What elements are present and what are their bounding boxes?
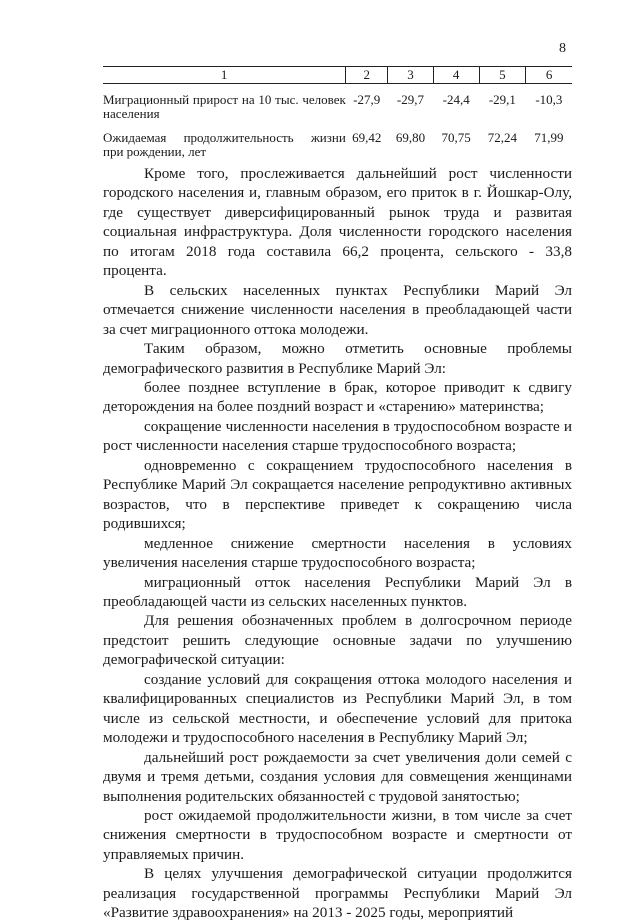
paragraph: В сельских населенных пунктах Республики Марий Эл отмечается снижение численности населения в преобладающей части за счет миграционного оттока молодежи. [103,281,572,338]
table-cell: -10,3 [535,92,563,107]
table-header-cell: 1 [103,67,346,84]
demographic-table [103,66,572,159]
list-item: создание условий для сокращения оттока молодого населения и квалифицированных специалистов из Республики Марий Эл, в том числе из сельской местности, и обеспечение условий для притока молодежи и трудоспособного населения в Республику Марий Эл; [103,670,572,747]
paragraph: Таким образом, можно отметить основные проблемы демографического развития в Республике Марий Эл: [103,340,572,377]
table-cell: 69,80 [395,130,426,145]
table-header-cell: 6 [526,67,572,84]
table-cell: -29,1 [488,92,516,107]
table-cell: 70,75 [441,130,471,145]
row-label [103,121,346,159]
list-item: миграционный отток населения Республики Марий Эл в преобладающей части из сельских населенных пунктов. [103,573,572,610]
paragraph: В целях улучшения демографической ситуации продолжится реализация государственной программы Республики Марий Эл «Развитие здравоохранения» на 2013 - 2025 годы, мероприятий [103,865,572,922]
list-item: медленное снижение смертности населения в условиях увеличения населения старше трудоспособного возраста; [103,534,572,572]
table-header-cell: 3 [388,67,434,84]
row-label-line: при рождении, лет [103,144,207,159]
table-row [103,121,572,159]
list-item: одновременно с сокращением трудоспособного населения в Республике Марий Эл сокращается население репродуктивно активных возрастов, что в перспективе приведет к сокращению числа родившихся; [103,456,572,533]
list-item: рост ожидаемой продолжительности жизни, в том числе за счет снижения смертности в трудоспособном возрасте и смертности от управляемых причин. [103,806,572,863]
table-cell: 69,42 [352,130,382,145]
paragraph: Кроме того, прослеживается дальнейший рост численности городского населения и, главным образом, его приток в г. Йошкар-Олу, где существует диверсифицированный рынок труда и развитая социальная инфраструктура. Доля численности городского населения по итогам 2018 года составила 66,2 процента, сельского - 33,8 процента. [103,165,572,280]
row-label-line: Миграционный прирост на 10 тыс. человек [103,92,346,107]
page-number: 8 [559,41,566,56]
table-header-cell: 4 [433,67,479,84]
list-item: дальнейший рост рождаемости за счет увеличения доли семей с двумя и тремя детьми, создания условия для совмещения женщинами выполнения родительских обязанностей с трудовой занятостью; [103,748,572,805]
table-cell: -27,9 [353,92,381,107]
table-header-row [103,67,572,84]
table-header-cell: 5 [479,67,526,84]
row-label-line: населения [103,106,160,121]
row-label-line: Ожидаемая продолжительность жизни [103,130,346,145]
paragraph: Для решения обозначенных проблем в долгосрочном периоде предстоит решить следующие основные задачи по улучшению демографической ситуации: [103,612,572,669]
table-row [103,84,572,122]
list-item: сокращение численности населения в трудоспособном возрасте и рост численности населения старше трудоспособного возраста; [103,417,572,455]
table-cell: -29,7 [396,92,424,107]
row-label [103,84,346,122]
table-cell: 71,99 [534,130,564,145]
list-item: более позднее вступление в брак, которое приводит к сдвигу деторождения на более поздний возраст и «старению» материнства; [103,378,572,416]
table-cell: -24,4 [442,92,470,107]
table-cell: 72,24 [487,130,517,145]
document-body [103,164,572,923]
table-header-cell: 2 [346,67,388,84]
